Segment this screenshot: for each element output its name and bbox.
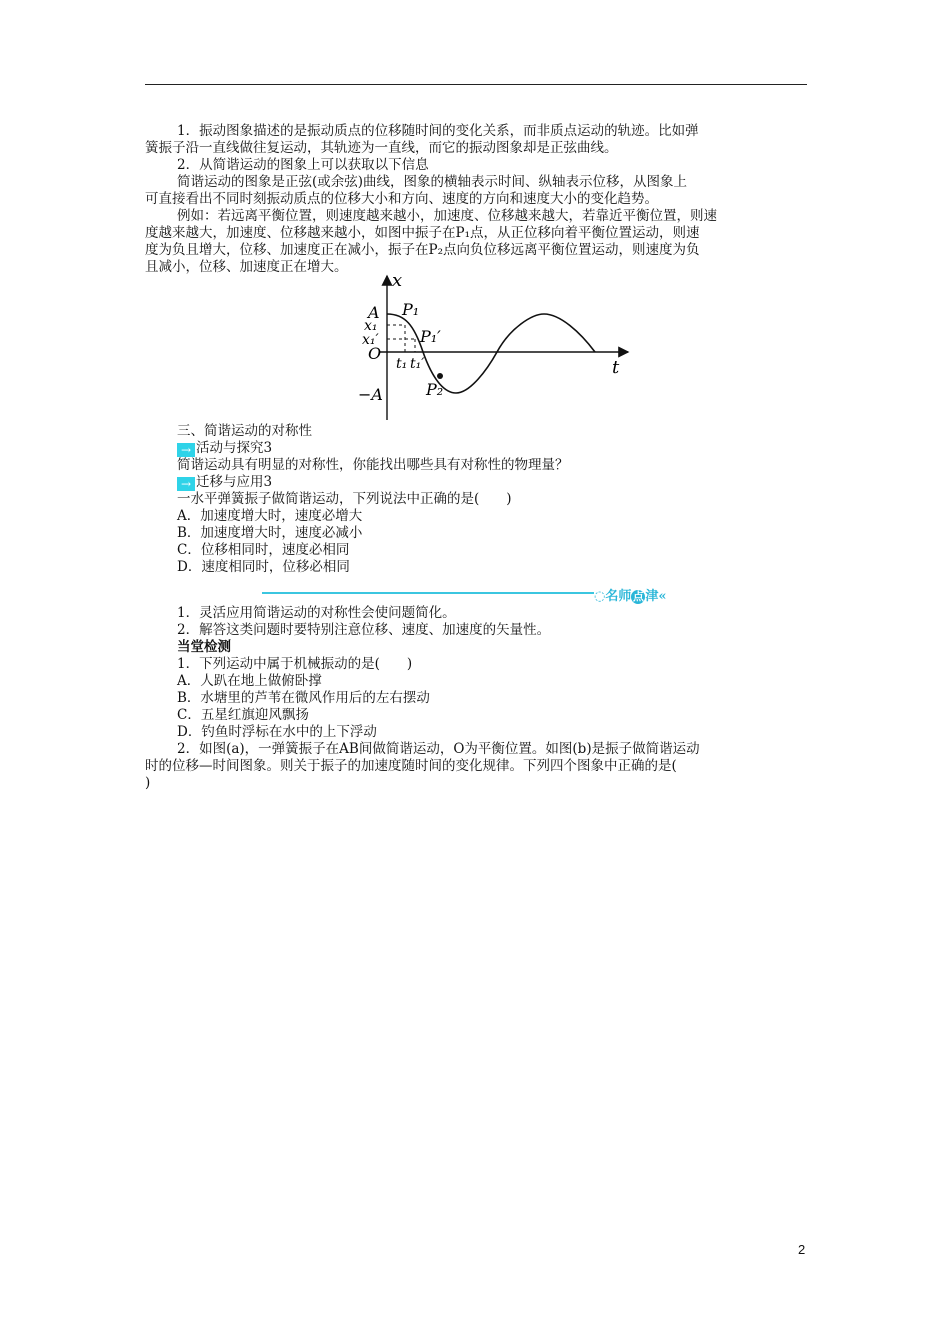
question-2: 2．如图(a)，一弹簧振子在AB间做简谐运动，O为平衡位置。如图(b)是振子做简谐运动 [177, 741, 700, 757]
label-x-axis: x [392, 270, 403, 291]
activity-line [177, 440, 272, 457]
paragraph-line: 简谐运动的图象是正弦(或余弦)曲线，图象的横轴表示时间、纵轴表示位移，从图象上 [177, 174, 688, 190]
label-t-axis: t [612, 357, 620, 378]
page-number: 2 [798, 1242, 806, 1257]
point-p2 [437, 373, 443, 379]
label-x1: x₁ [364, 318, 378, 334]
teacher-tip-seal: ◌名师 点 津« [594, 589, 667, 604]
paragraph-line: 可直接看出不同时刻振动质点的位移大小和方向、速度的方向和速度大小的变化趋势。 [145, 191, 658, 207]
option-b: B．加速度增大时，速度必减小 [177, 525, 363, 541]
shm-graph [350, 270, 640, 430]
paragraph-line: 例如：若远离平衡位置，则速度越来越小，加速度、位移越来越大，若靠近平衡位置，则速 [177, 208, 717, 224]
q1-option-c: C．五星红旗迎风飘扬 [177, 707, 309, 723]
paragraph-line: 且减小，位移、加速度正在增大。 [145, 259, 348, 275]
paragraph-line: 度越来越大，加速度、位移越来越小，如图中振子在P₁点，从正位移向着平衡位置运动，则速 [145, 225, 700, 241]
activity-question: 简谐运动具有明显的对称性，你能找出哪些具有对称性的物理量？ [177, 457, 569, 473]
question-1: 1．下列运动中属于机械振动的是( ) [177, 656, 413, 672]
arrow-icon: → [177, 477, 195, 491]
question-text: 一水平弹簧振子做简谐运动，下列说法中正确的是( ) [177, 491, 512, 507]
section-heading: 三、简谐运动的对称性 [177, 423, 312, 439]
label-P2: P₂ [426, 380, 444, 399]
sine-curve [387, 314, 595, 393]
label-x1p: x₁′ [362, 332, 379, 348]
activity-title: 活动与探究3 [196, 440, 273, 456]
label-negA: −A [358, 385, 383, 404]
classroom-heading: 当堂检测 [177, 639, 231, 655]
paragraph-line: 1．振动图象描述的是振动质点的位移随时间的变化关系，而非质点运动的轨迹。比如弹 [177, 123, 699, 139]
transfer-line [177, 474, 272, 491]
paragraph-line: 2．从简谐运动的图象上可以获取以下信息 [177, 157, 429, 173]
label-P1p: P₁′ [420, 327, 441, 346]
option-c: C．位移相同时，速度必相同 [177, 542, 350, 558]
tip-line: 2．解答这类问题时要特别注意位移、速度、加速度的矢量性。 [177, 622, 551, 638]
seal-divider [262, 592, 594, 594]
label-t1p: t₁′ [410, 356, 425, 372]
label-t1: t₁ [396, 356, 408, 372]
question-2-cont: ) [145, 775, 151, 791]
option-d: D．速度相同时，位移必相同 [177, 559, 350, 575]
paragraph-line: 度为负且增大，位移、加速度正在减小，振子在P₂点向负位移远离平衡位置运动，则速度为负 [145, 242, 700, 258]
q1-option-a: A．人趴在地上做俯卧撑 [177, 673, 322, 689]
header-rule [145, 84, 807, 85]
option-a: A．加速度增大时，速度必增大 [177, 508, 363, 524]
label-O: O [368, 344, 382, 363]
label-P1: P₁ [402, 300, 420, 319]
paragraph-line: 簧振子沿一直线做往复运动，其轨迹为一直线，而它的振动图象却是正弦曲线。 [145, 140, 618, 156]
q1-option-d: D．钓鱼时浮标在水中的上下浮动 [177, 724, 377, 740]
transfer-title: 迁移与应用3 [196, 474, 273, 490]
arrow-icon: → [177, 443, 195, 457]
question-2-cont: 时的位移—时间图象。则关于振子的加速度随时间的变化规律。下列四个图象中正确的是( [145, 758, 677, 774]
label-A: A [368, 303, 380, 322]
tip-line: 1．灵活应用简谐运动的对称性会使问题简化。 [177, 605, 456, 621]
q1-option-b: B．水塘里的芦苇在微风作用后的左右摆动 [177, 690, 430, 706]
